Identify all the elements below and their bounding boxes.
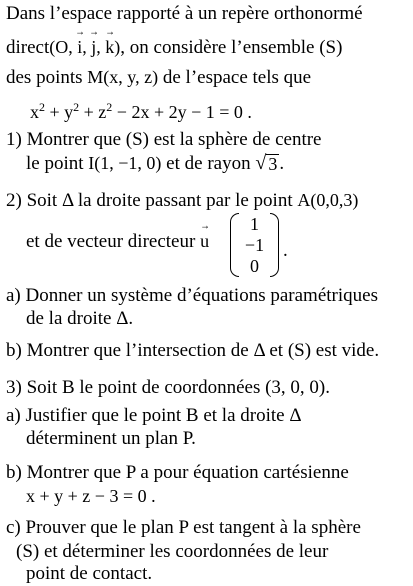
- eq-x: x: [30, 102, 39, 122]
- question-2a-text-2: de la droite Δ.: [26, 308, 134, 329]
- radius-sqrt3: [255, 153, 279, 173]
- vector-j: → j: [91, 36, 96, 58]
- set-s: (S): [319, 37, 343, 58]
- direct-text: direct: [6, 37, 50, 58]
- question-2b-line: [6, 340, 379, 362]
- frame-comma-2: ,: [96, 37, 101, 57]
- center-i: I(1, −1, 0): [88, 153, 162, 173]
- question-3c-text-2: (S) et déterminer les coordonnées de leur: [16, 541, 329, 562]
- question-2a-line-1: [6, 285, 378, 307]
- q2-period-line: [283, 240, 288, 262]
- vector-comp-3: 0: [250, 256, 259, 276]
- question-3c-text-3: point de contact.: [26, 563, 153, 584]
- question-3a-line-2: [26, 428, 196, 450]
- eq-rest: − 2x + 2y − 1 = 0 .: [112, 102, 252, 122]
- question-3b-line-1: [6, 462, 349, 484]
- le-point-text: le point: [26, 153, 84, 174]
- question-3c-line-1: [6, 517, 361, 539]
- vector-comp-1: 1: [250, 214, 259, 234]
- vector-i: → i: [77, 36, 82, 58]
- q1-period: .: [279, 153, 285, 174]
- sqrt-symbol: √: [255, 152, 267, 174]
- question-3a-text: a) Justifier que le point B et la droite Δ: [6, 405, 302, 426]
- point-a: A(0,0,3): [297, 190, 359, 210]
- intro-line-3: [6, 66, 311, 89]
- question-1-line-2: [26, 152, 284, 175]
- eq-exp-z: 2: [106, 100, 113, 114]
- right-parenthesis: [270, 213, 279, 277]
- question-3c-line-3: [26, 563, 152, 585]
- frame-notation: [49, 37, 120, 57]
- question-3a-text-2: déterminent un plan P.: [26, 428, 196, 449]
- eq-y: + y: [45, 102, 74, 122]
- question-1-text: 1) Montrer que (S) est la sphère de centre: [6, 129, 322, 150]
- q2-period: .: [283, 240, 288, 261]
- eq-exp-y: 2: [73, 100, 80, 114]
- plane-equation: x + y + z − 3 = 0 .: [26, 486, 156, 506]
- eq-z: + z: [79, 102, 107, 122]
- question-1-line-1: [6, 129, 322, 151]
- question-2a-line-2: [26, 308, 133, 330]
- question-3c-text: c) Prouver que le plan P est tangent à la sphère: [6, 517, 361, 538]
- tels-que-text: de l’espace tels que: [162, 67, 312, 88]
- considere-text: , on considère l’ensemble: [120, 37, 315, 58]
- question-3a-line-1: [6, 405, 302, 427]
- question-3b-line-2: [26, 485, 156, 507]
- sqrt-radicand: 3: [268, 154, 278, 174]
- question-2-line-1: [6, 189, 358, 212]
- question-3-text: 3) Soit B le point de coordonnées (3, 0, 0).: [6, 377, 331, 398]
- sphere-equation: [30, 96, 252, 123]
- direction-vector-column: [230, 213, 280, 277]
- question-3-line: [6, 377, 330, 399]
- question-2-line-2: [26, 230, 209, 253]
- intro-line-1: [6, 3, 363, 25]
- intro-line-2: [6, 36, 342, 59]
- rayon-text: et de rayon: [166, 153, 251, 174]
- question-2-text: 2) Soit Δ la droite passant par le point: [6, 190, 293, 211]
- frame-open: (O,: [49, 37, 73, 57]
- intro-text-1: Dans l’espace rapporté à un repère orthonormé: [6, 3, 363, 24]
- eq-exp-x: 2: [39, 100, 45, 114]
- question-3b-text: b) Montrer que P a pour équation cartésienne: [6, 462, 349, 483]
- question-2a-text: a) Donner un système d’équations paramétriques: [6, 285, 378, 306]
- question-3c-line-2: [16, 541, 328, 563]
- vector-k: → k: [105, 36, 114, 58]
- points-text: des points: [6, 67, 83, 88]
- frame-close: ): [114, 37, 121, 57]
- left-parenthesis: [230, 213, 239, 277]
- vector-u: → u: [200, 230, 209, 252]
- question-2b-text: b) Montrer que l’intersection de Δ et (S) est vide.: [6, 340, 380, 361]
- frame-comma-1: ,: [82, 37, 87, 57]
- point-m: M(x, y, z): [87, 67, 159, 87]
- vector-comp-2: −1: [244, 235, 265, 255]
- vecteur-directeur-text: et de vecteur directeur: [26, 231, 196, 252]
